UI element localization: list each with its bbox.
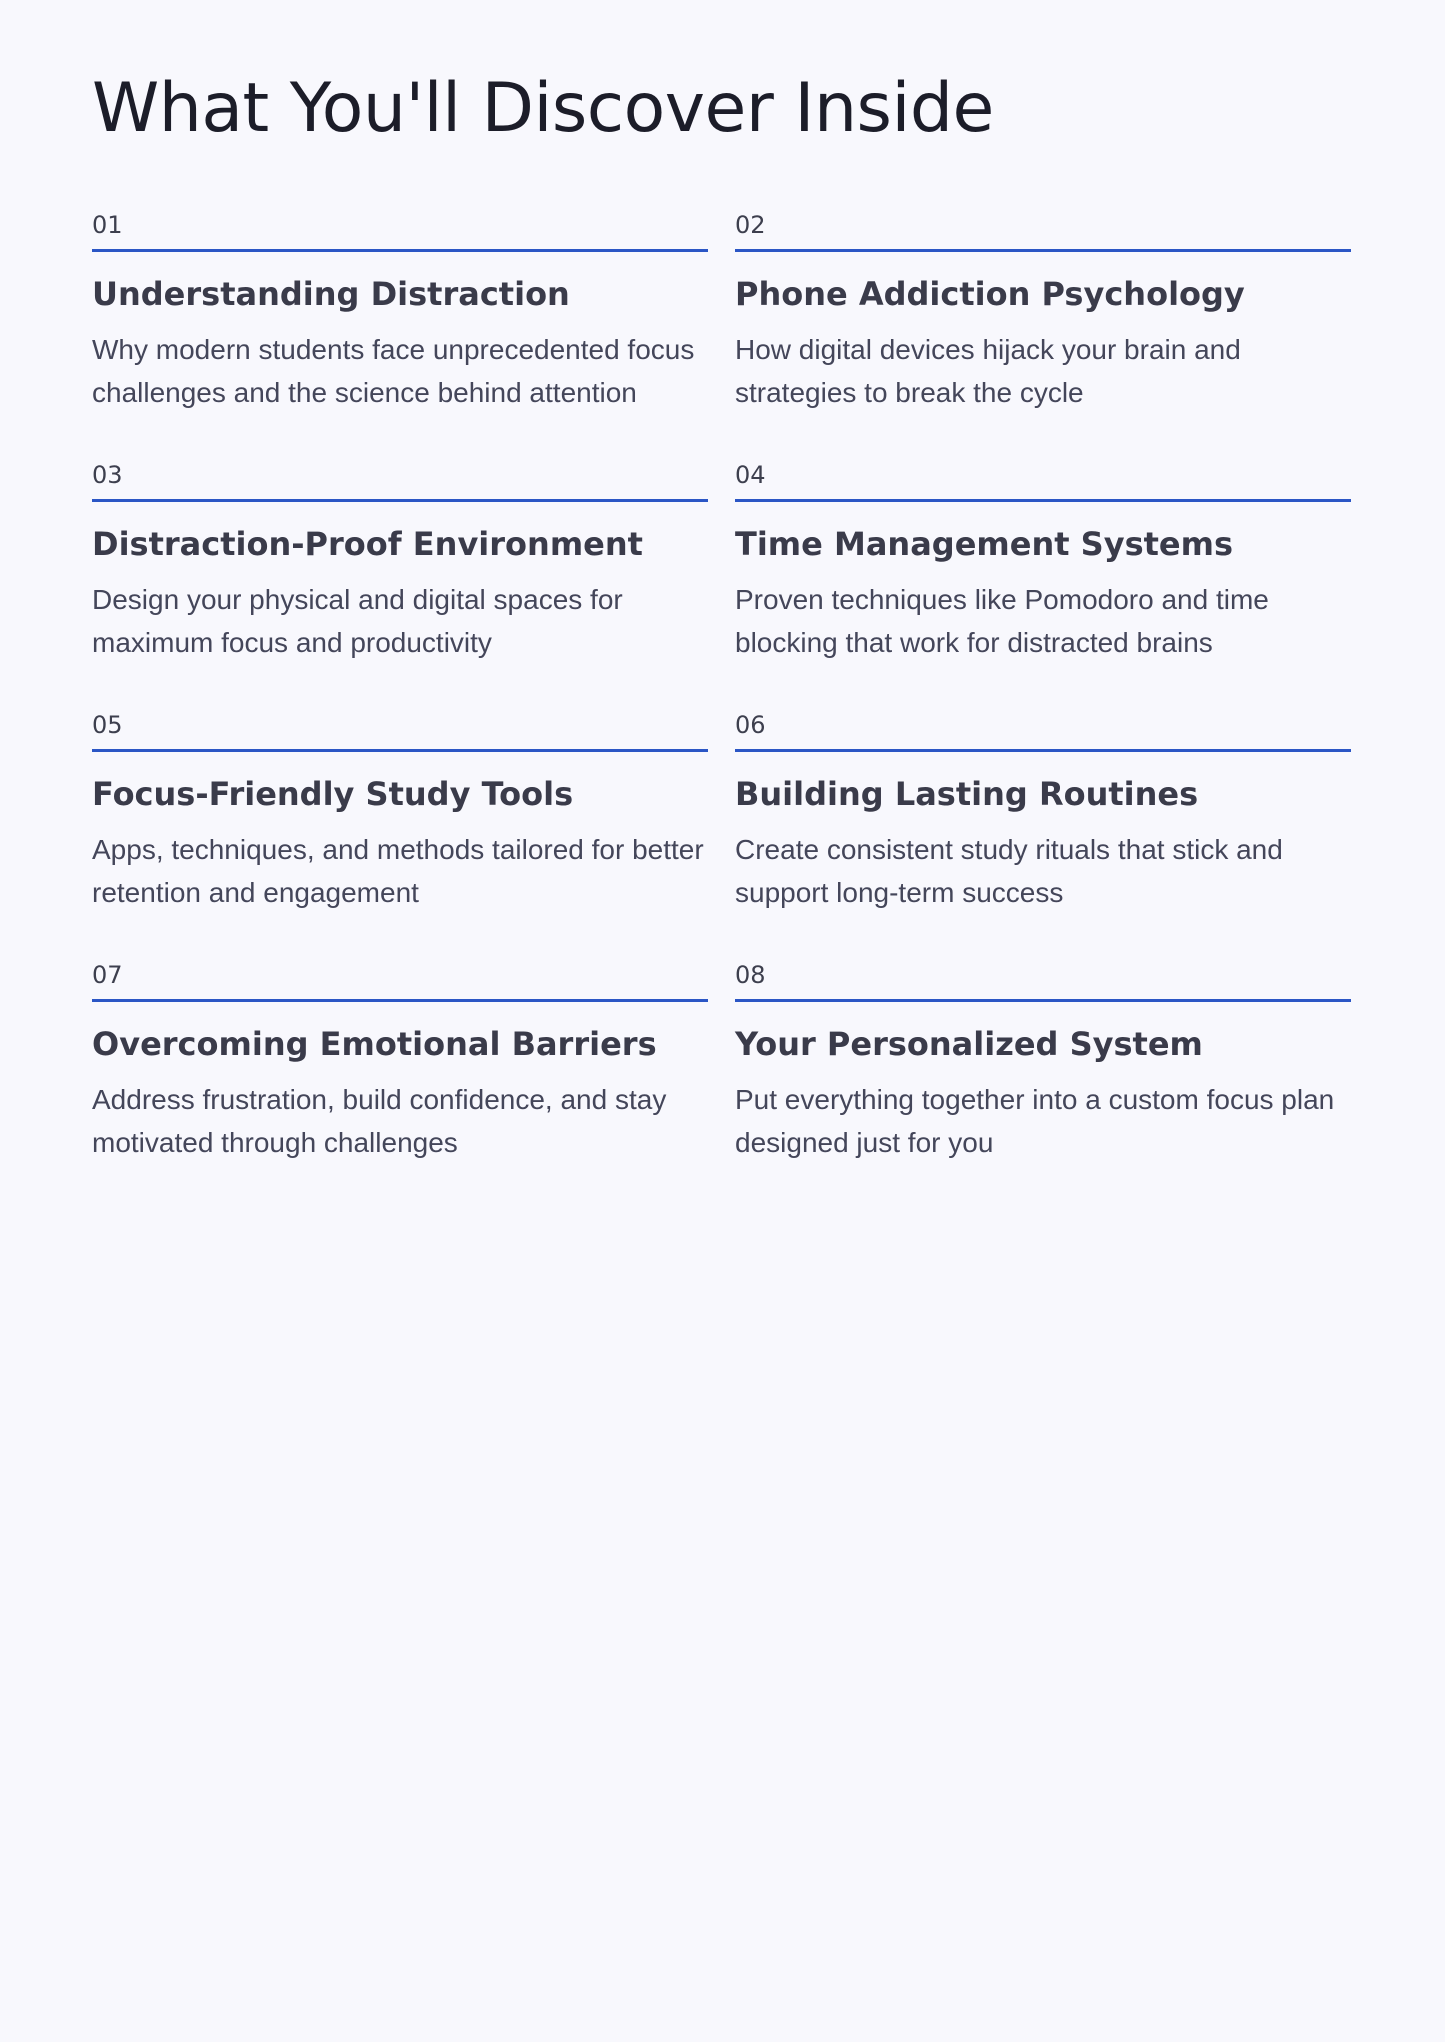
item-title: Focus-Friendly Study Tools: [92, 775, 574, 813]
item-divider: [735, 499, 1351, 502]
item-number: 07: [92, 961, 123, 989]
contents-item-01: [92, 205, 708, 455]
contents-grid: [92, 205, 1353, 1205]
item-divider: [92, 499, 708, 502]
contents-item-07: [92, 955, 708, 1205]
item-title: Overcoming Emotional Barriers: [92, 1025, 657, 1063]
item-description: Apps, techniques, and methods tailored for better retention and engagement: [92, 834, 704, 908]
contents-item-05: [92, 705, 708, 955]
item-description: Create consistent study rituals that stick and support long-term success: [735, 834, 1283, 908]
item-number: 01: [92, 211, 123, 239]
item-title: Building Lasting Routines: [735, 775, 1199, 813]
item-number: 02: [735, 211, 766, 239]
item-divider: [92, 249, 708, 252]
item-divider: [735, 249, 1351, 252]
item-title: Phone Addiction Psychology: [735, 275, 1245, 313]
item-number: 06: [735, 711, 766, 739]
item-description: Design your physical and digital spaces for maximum focus and productivity: [92, 584, 623, 658]
item-description: Address frustration, build confidence, and stay motivated through challenges: [92, 1084, 667, 1158]
page-title: What You'll Discover Inside: [92, 69, 994, 148]
contents-item-02: [735, 205, 1351, 455]
item-number: 03: [92, 461, 123, 489]
contents-item-06: [735, 705, 1351, 955]
item-title: Understanding Distraction: [92, 275, 570, 313]
item-title: Time Management Systems: [735, 525, 1234, 563]
contents-item-08: [735, 955, 1351, 1205]
item-number: 04: [735, 461, 766, 489]
item-description: Put everything together into a custom focus plan designed just for you: [735, 1084, 1335, 1158]
item-description: How digital devices hijack your brain and strategies to break the cycle: [735, 334, 1241, 408]
item-number: 08: [735, 961, 766, 989]
contents-item-04: [735, 455, 1351, 705]
item-divider: [735, 749, 1351, 752]
item-title: Distraction-Proof Environment: [92, 525, 643, 563]
item-description: Why modern students face unprecedented focus challenges and the science behind attention: [92, 334, 695, 408]
item-description: Proven techniques like Pomodoro and time blocking that work for distracted brains: [735, 584, 1269, 658]
item-divider: [735, 999, 1351, 1002]
item-number: 05: [92, 711, 123, 739]
item-title: Your Personalized System: [735, 1025, 1203, 1063]
item-divider: [92, 749, 708, 752]
item-divider: [92, 999, 708, 1002]
contents-item-03: [92, 455, 708, 705]
